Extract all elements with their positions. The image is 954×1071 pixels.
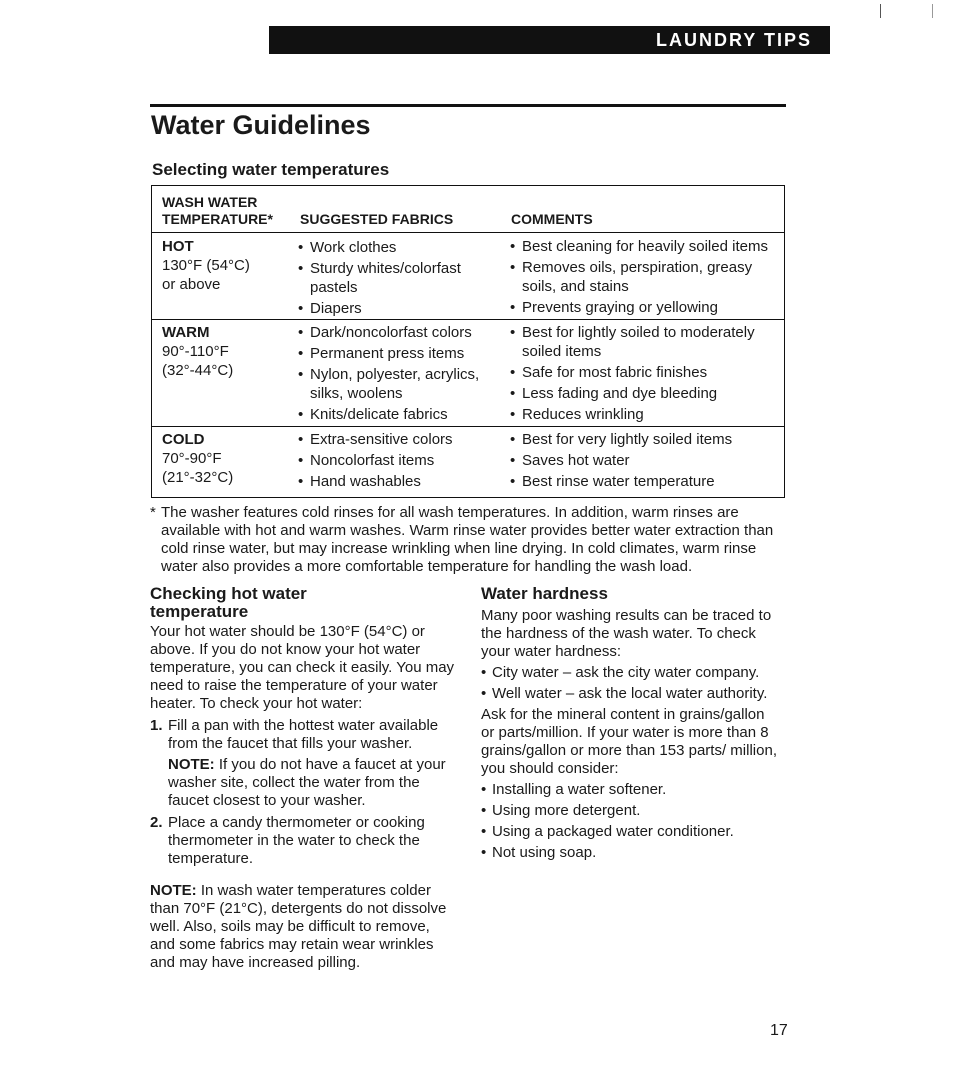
list-item: • Hand washables — [298, 472, 498, 491]
temp-range: (32°-44°C) — [162, 362, 234, 379]
list-item: • Sturdy whites/colorfast pastels — [298, 259, 498, 297]
water-temperature-table — [151, 185, 785, 498]
temp-range: (21°-32°C) — [162, 469, 234, 486]
water-hardness-middle: Ask for the mineral content in grains/gallon or parts/million. If your water is more than 8 grains/gallon or more than 153 parts/ million, you should consider: — [481, 706, 777, 777]
list-item: • Using a packaged water conditioner. — [481, 823, 781, 841]
step-text: Fill a pan with the hottest water available from the faucet that fills your washer. — [168, 717, 439, 752]
temperature-note — [150, 882, 455, 972]
step-number: 1. — [150, 717, 163, 734]
page-number: 17 — [770, 1022, 788, 1039]
list-item: • Using more detergent. — [481, 802, 781, 820]
step-note — [168, 756, 455, 810]
list-item: • Knits/delicate fabrics — [298, 405, 498, 424]
footnote-marker: * — [150, 504, 156, 521]
list-item: • Well water – ask the local water authority. — [481, 685, 781, 703]
table-row-cold-temperature — [162, 430, 233, 487]
section-title: Selecting water temperatures — [152, 160, 390, 179]
step-number: 2. — [150, 814, 163, 831]
list-item: • Removes oils, perspiration, greasy soils, and stains — [510, 258, 778, 296]
list-item: • Best for very lightly soiled items — [510, 430, 778, 449]
table-row-cold-fabrics — [298, 430, 498, 493]
hot-water-check-section — [150, 585, 455, 972]
footnote-text: The washer features cold rinses for all wash temperatures. In addition, warm rinses are available with hot and warm washes. Warm rinse water provides better water extraction than cold rinse water, but may increase wrinkling when line drying. In cold climates, warm rinse water also provides a more comfortable temperature for handling the wash load. — [161, 504, 774, 575]
hot-water-check-intro: Your hot water should be 130°F (54°C) or above. If you do not know your hot water temperature, you can check it easily. You may need to raise the temperature of your water heater. To check your hot water: — [150, 623, 455, 712]
water-hardness-section — [481, 585, 781, 865]
page-title: Water Guidelines — [151, 110, 371, 140]
note-text: If you do not have a faucet at your washer site, collect the water from the faucet closest to your washer. — [168, 756, 446, 809]
temp-range: 70°-90°F — [162, 450, 222, 467]
step-item — [150, 717, 455, 810]
list-item: • Safe for most fabric finishes — [510, 363, 778, 382]
hot-water-check-title: Checking hot water temperature — [150, 584, 307, 621]
table-row-cold-comments — [510, 430, 778, 493]
table-row-hot-temperature — [162, 237, 250, 294]
row-divider — [152, 319, 784, 320]
list-item: • Reduces wrinkling — [510, 405, 778, 424]
list-item: • Not using soap. — [481, 844, 781, 862]
table-row-hot-fabrics — [298, 238, 498, 320]
header-comments: COMMENTS — [511, 211, 593, 227]
water-hardness-title: Water hardness — [481, 584, 608, 603]
list-item: • Less fading and dye bleeding — [510, 384, 778, 403]
list-item: • Installing a water softener. — [481, 781, 781, 799]
header-temperature: WASH WATER TEMPERATURE* — [162, 194, 273, 227]
temp-range: or above — [162, 276, 221, 293]
temp-range: 90°-110°F — [162, 343, 229, 360]
temp-level: HOT — [162, 238, 194, 255]
list-item: • Saves hot water — [510, 451, 778, 470]
section-header-bar — [269, 26, 830, 54]
table-row-hot-comments — [510, 237, 778, 319]
list-item: • Prevents graying or yellowing — [510, 298, 778, 317]
list-item: • Work clothes — [298, 238, 498, 257]
list-item: • Dark/noncolorfast colors — [298, 323, 498, 342]
list-item: • Diapers — [298, 299, 498, 318]
margin-mark — [880, 4, 881, 18]
table-row-warm-temperature — [162, 323, 233, 380]
header-fabrics: SUGGESTED FABRICS — [300, 211, 454, 227]
list-item: • Noncolorfast items — [298, 451, 498, 470]
list-item: • Best for lightly soiled to moderately soiled items — [510, 323, 778, 361]
row-divider — [152, 232, 784, 233]
temp-level: WARM — [162, 324, 210, 341]
section-label: LAUNDRY TIPS — [655, 30, 812, 50]
water-hardness-intro: Many poor washing results can be traced to the hardness of the wash water. To check your water hardness: — [481, 607, 772, 660]
title-rule — [150, 104, 786, 107]
list-item: • Permanent press items — [298, 344, 498, 363]
list-item: • Nylon, polyester, acrylics, silks, woolens — [298, 365, 498, 403]
list-item: • Extra-sensitive colors — [298, 430, 498, 449]
temp-level: COLD — [162, 431, 205, 448]
row-divider — [152, 426, 784, 427]
table-row-warm-comments — [510, 323, 778, 426]
table-footnote — [150, 504, 780, 576]
table-row-warm-fabrics — [298, 323, 498, 426]
list-item: • Best cleaning for heavily soiled items — [510, 237, 778, 256]
note-label: NOTE: — [150, 882, 197, 899]
list-item: • City water – ask the city water company. — [481, 664, 781, 682]
note-label: NOTE: — [168, 756, 215, 773]
step-text: Place a candy thermometer or cooking thermometer in the water to check the temperature. — [168, 814, 425, 867]
note-text: In wash water temperatures colder than 70°F (21°C), detergents do not dissolve well. Also, soils may be difficult to remove, and some fabrics may retain wear wrinkles and may have increased pilling. — [150, 882, 447, 971]
margin-mark — [932, 4, 933, 18]
step-item — [150, 814, 455, 868]
temp-range: 130°F (54°C) — [162, 257, 250, 274]
list-item: • Best rinse water temperature — [510, 472, 778, 491]
